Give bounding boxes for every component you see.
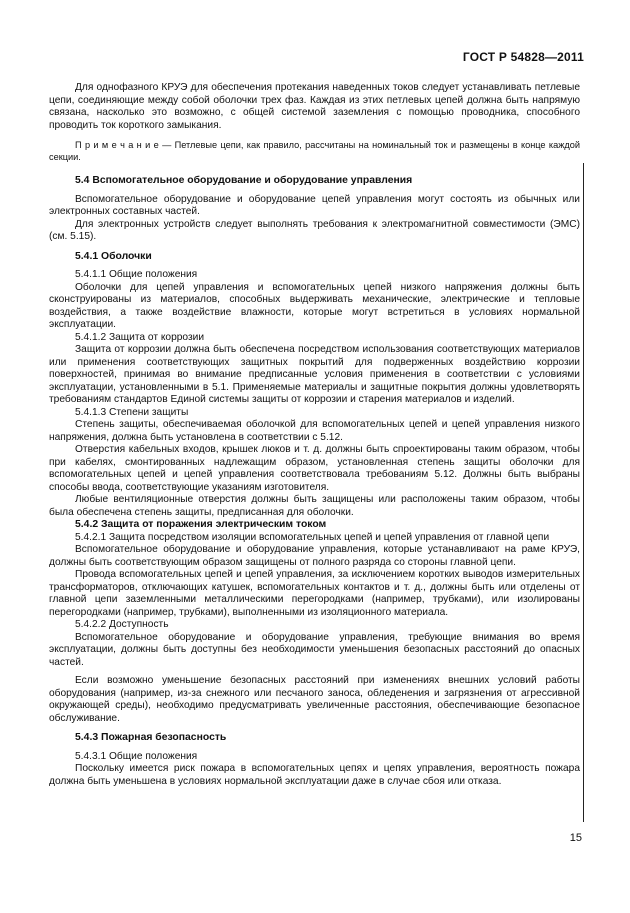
paragraph: Поскольку имеется риск пожара в вспомогательных цепях и цепях управления, вероятность пожара должна быть уменьшена в условиях нормальной эксплуатации даже в случае сбоя или отказа.: [49, 763, 580, 787]
subsection-title: 5.4.1.3 Степени защиты: [75, 406, 189, 418]
subsection-title: 5.4.2.1 Защита посредством изоляции вспомогательных цепей и цепей управления от главной цепи: [75, 531, 550, 543]
paragraph: Если возможно уменьшение безопасных расстояний при изменениях внешних условий работы оборудования (например, из-за снежного или песчаного заноса, обледенения и загрязнения от агрессивной окружающей среды), необходимо предусматривать увеличенные расстояния, обеспечивающие безопасное обслуживание.: [49, 675, 580, 724]
paragraph: Для однофазного КРУЭ для обеспечения протекания наведенных токов следует устанавливать петлевые цепи, соединяющие между собой оболочки трех фаз. Каждая из этих петлевых цепей должна быть напрямую связана, насколько это возможно, с общей системой заземления с помощью проводника, способного проводить ток короткого замыкания.: [49, 82, 580, 131]
page-number: 15: [569, 832, 582, 844]
paragraph: Отверстия кабельных входов, крышек люков и т. д. должны быть спроектированы таким образом, чтобы при кабелях, смонтированных надлежащим образом, установленная степень защиты оболочки для вспомогательных цепей и цепей управления соответствовала требованиям 5.12. Должны быть выбраны способы ввода, соответствующие указаниям изготовителя.: [49, 444, 580, 493]
note: П р и м е ч а н и е — Петлевые цепи, как правило, рассчитаны на номинальный ток и размещены в конце каждой секции.: [49, 140, 580, 162]
paragraph: Для электронных устройств следует выполнять требования к электромагнитной совместимости (ЭМС) (см. 5.15).: [49, 218, 580, 242]
section-heading-5-4: 5.4 Вспомогательное оборудование и оборудование управления: [75, 175, 413, 186]
paragraph: Вспомогательное оборудование и оборудование управления, которые устанавливают на раме КРУЭ, должны быть соответствующим образом защищены от полного разряда со стороны главной цепи.: [49, 544, 580, 568]
section-heading-5-4-1: 5.4.1 Оболочки: [75, 250, 152, 262]
paragraph: Вспомогательное оборудование и оборудование управления, требующие внимания во время эксплуатации, должны быть доступны без необходимости уменьшения безопасных расстояний до опасных частей.: [49, 631, 580, 668]
paragraph: Степень защиты, обеспечиваемая оболочкой для вспомогательных цепей и цепей управления низкого напряжения, должна быть установлена в соответствии с 5.12.: [49, 419, 580, 443]
revision-bar: [583, 163, 584, 822]
paragraph: Вспомогательное оборудование и оборудование цепей управления могут состоять из обычных или электронных составных частей.: [49, 193, 580, 217]
document-body: [49, 82, 580, 788]
section-heading-5-4-2: 5.4.2 Защита от поражения электрическим током: [75, 519, 327, 530]
paragraph: Оболочки для цепей управления и вспомогательных цепей низкого напряжения должны быть сконструированы из материалов, способных выдерживать механические, электрические и тепловые воздействия, а также воздействие влажности, которые могут встретиться в условиях нормальной эксплуатации.: [49, 281, 580, 330]
paragraph: Защита от коррозии должна быть обеспечена посредством использования соответствующих материалов или применения соответствующих защитных покрытий для подверженных воздействию коррозии поверхностей, принимая во внимание предписанные условия применения в соответствии с условиями эксплуатации, установленными в 5.1. Применяемые материалы и защитные покрытия должны удовлетворять требованиям стандартов Единой системы защиты от коррозии и старения материалов и изделий.: [49, 344, 580, 405]
subsection-title: 5.4.1.1 Общие положения: [75, 269, 198, 280]
subsection-title: 5.4.1.2 Защита от коррозии: [75, 331, 205, 343]
paragraph: Любые вентиляционные отверстия должны быть защищены или расположены таким образом, чтобы была обеспечена степень защиты, предписанная для оболочки.: [49, 494, 580, 518]
standard-code: ГОСТ Р 54828—2011: [462, 50, 584, 64]
subsection-title: 5.4.2.2 Доступность: [75, 619, 169, 630]
section-heading-5-4-3: 5.4.3 Пожарная безопасность: [75, 732, 227, 743]
paragraph: Провода вспомогательных цепей и цепей управления, за исключением коротких выводов измерительных трансформаторов, отключающих катушек, вспомогательных контактов и т. д., должны быть или отделены от главной цепи заземленными металлическими перегородками (например, трубками), или изолированы перегородками (например, трубками), выполненными из изоляционного материала.: [49, 569, 580, 618]
subsection-title: 5.4.3.1 Общие положения: [75, 750, 198, 762]
